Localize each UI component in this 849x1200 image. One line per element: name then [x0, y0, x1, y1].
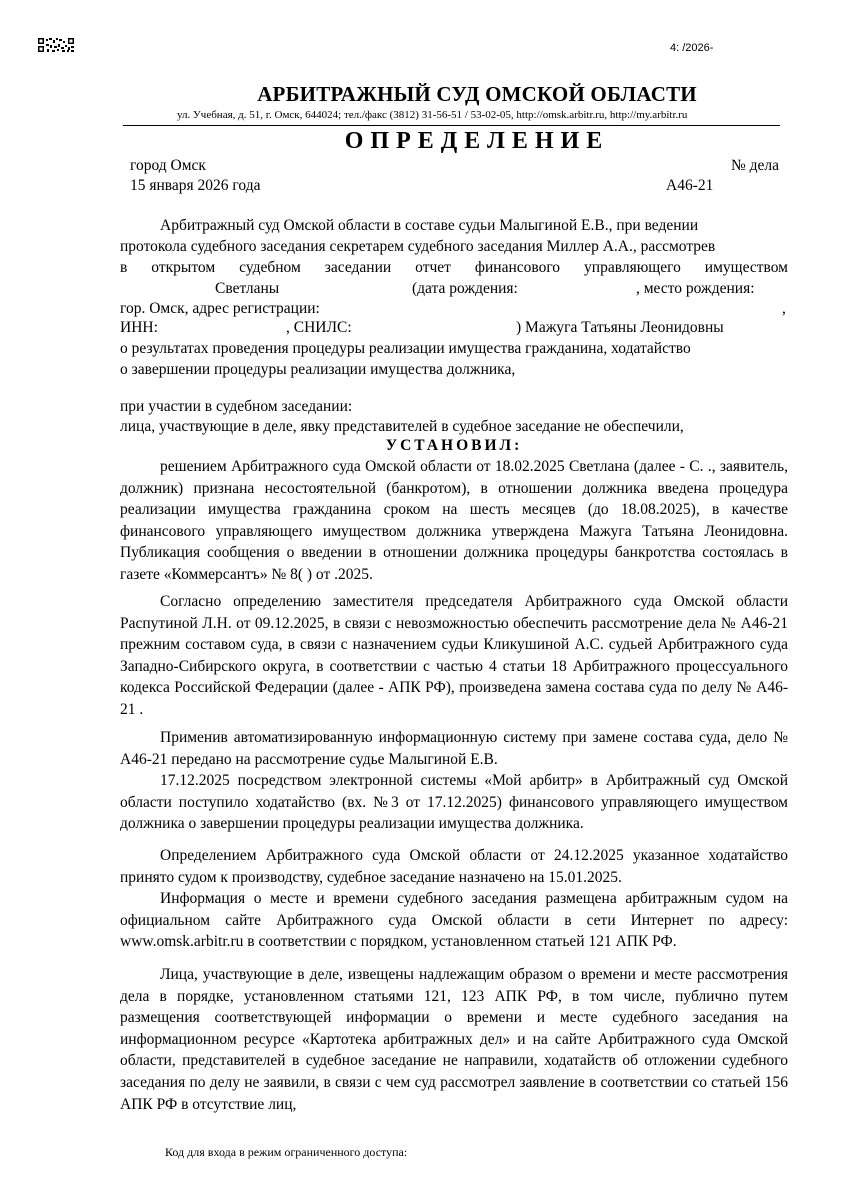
intro-debtor-name: Светланы	[215, 280, 280, 297]
access-code-label: Код для входа в режим ограниченного доступа:	[165, 1145, 408, 1159]
intro-line-3: в открытом судебном заседании отчет финансового управляющего имуществом	[120, 259, 788, 276]
intro-registration-comma: ,	[782, 300, 786, 317]
intro-line-7: о результатах проведения процедуры реализации имущества гражданина, ходатайство	[120, 340, 691, 357]
case-number: А46-21	[666, 177, 714, 194]
intro-line-1: Арбитражный суд Омской области в составе судьи Малыгиной Е.В., при ведении	[160, 217, 699, 234]
document-number: 4: /2026-	[670, 42, 714, 54]
intro-manager: ) Мажуга Татьяны Леонидовны	[516, 319, 724, 336]
paragraph-5: Определением Арбитражного суда Омской области от 24.12.2025 указанное ходатайство принято судом к производству, судебное заседание назначено на 15.01.2025.	[120, 847, 788, 886]
intro-birth-date: (дата рождения:	[412, 280, 518, 297]
intro-line-8: о завершении процедуры реализации имущества должника,	[120, 361, 516, 378]
paragraph-7: Лица, участвующие в деле, извещены надлежащим образом о времени и месте рассмотрения дела в порядке, установленном статьями 121, 123 АПК РФ, в том числе, публично путем размещения соответствующей информации о времени и месте судебного заседания на информационном ресурсе «Картотека арбитражных дел» и на сайте Арбитражного суда Омской области, представителей в судебное заседание не направили, ходатайств об отложении судебного заседания по делу не заявили, в связи с чем суд рассмотрел заявление в соответствии со статьей 156 АПК РФ в отсутствие лиц,	[120, 966, 788, 1113]
intro-birth-place: , место рождения:	[636, 280, 755, 297]
paragraph-3: Применив автоматизированную информационную систему при замене состава суда, дело № А46-21 передано на рассмотрение судье Малыгиной Е.В.	[120, 729, 788, 768]
court-address: ул. Учебная, д. 51, г. Омск, 644024; тел./факс (3812) 31-56-51 / 53-02-05, http://omsk.arbitr.ru, http://my.arbitr.ru	[177, 109, 688, 121]
intro-line-2: протокола судебного заседания секретарем судебного заседания Миллер А.А., рассмотрев	[120, 238, 716, 255]
header-divider	[123, 125, 780, 126]
intro-inn: ИНН:	[120, 319, 158, 336]
established-heading: УСТАНОВИЛ:	[385, 437, 523, 454]
intro-registration: гор. Омск, адрес регистрации:	[120, 300, 320, 317]
case-number-label: № дела	[731, 157, 780, 174]
attendance-line-1: при участии в судебном заседании:	[120, 398, 353, 415]
court-name: АРБИТРАЖНЫЙ СУД ОМСКОЙ ОБЛАСТИ	[257, 82, 697, 106]
paragraph-6: Информация о месте и времени судебного заседания размещена арбитражным судом на официальном сайте Арбитражного суда Омской области в сети Интернет по адресу: www.omsk.arbitr.ru в соответствии с порядком, установленном статьей 121 АПК РФ.	[120, 890, 788, 951]
attendance-line-2: лица, участвующие в деле, явку представителей в судебное заседание не обеспечили,	[120, 418, 684, 435]
intro-snils: , СНИЛС:	[286, 319, 352, 336]
paragraph-2: Согласно определению заместителя председателя Арбитражного суда Омской области Распутиной Л.Н. от 09.12.2025, в связи с невозможностью обеспечить рассмотрение дела № А46-21 прежним составом суда, в связи с назначением судьи Кликушиной А.С. судьей Арбитражного суда Западно-Сибирского округа, в соответствии с частью 4 статьи 18 Арбитражного процессуального кодекса Российской Федерации (далее - АПК РФ), произведена замена состава суда по делу № А46-21 .	[120, 593, 788, 718]
document-title: ОПРЕДЕЛЕНИЕ	[344, 128, 610, 154]
decision-date: 15 января 2026 года	[130, 177, 261, 194]
paragraph-1: решением Арбитражного суда Омской области от 18.02.2025 Светлана (далее - С. ., заявитель, должник) признана несостоятельной (банкротом), в отношении должника введена процедура реализации имущества гражданина сроком на шесть месяцев (до 18.08.2025), в качестве финансового управляющего имуществом должника утверждена Мажуга Татьяна Леонидовна. Публикация сообщения о введении в отношении должника процедуры банкротства состоялась в газете «Коммерсантъ» № 8( ) от .2025.	[120, 458, 788, 583]
paragraph-4: 17.12.2025 посредством электронной системы «Мой арбитр» в Арбитражный суд Омской области поступило ходатайство (вх. №3 от 17.12.2025) финансового управляющего имуществом должника о завершении процедуры реализации имущества должника.	[120, 772, 788, 833]
city: город Омск	[130, 157, 206, 174]
qr-code-icon	[38, 38, 74, 52]
